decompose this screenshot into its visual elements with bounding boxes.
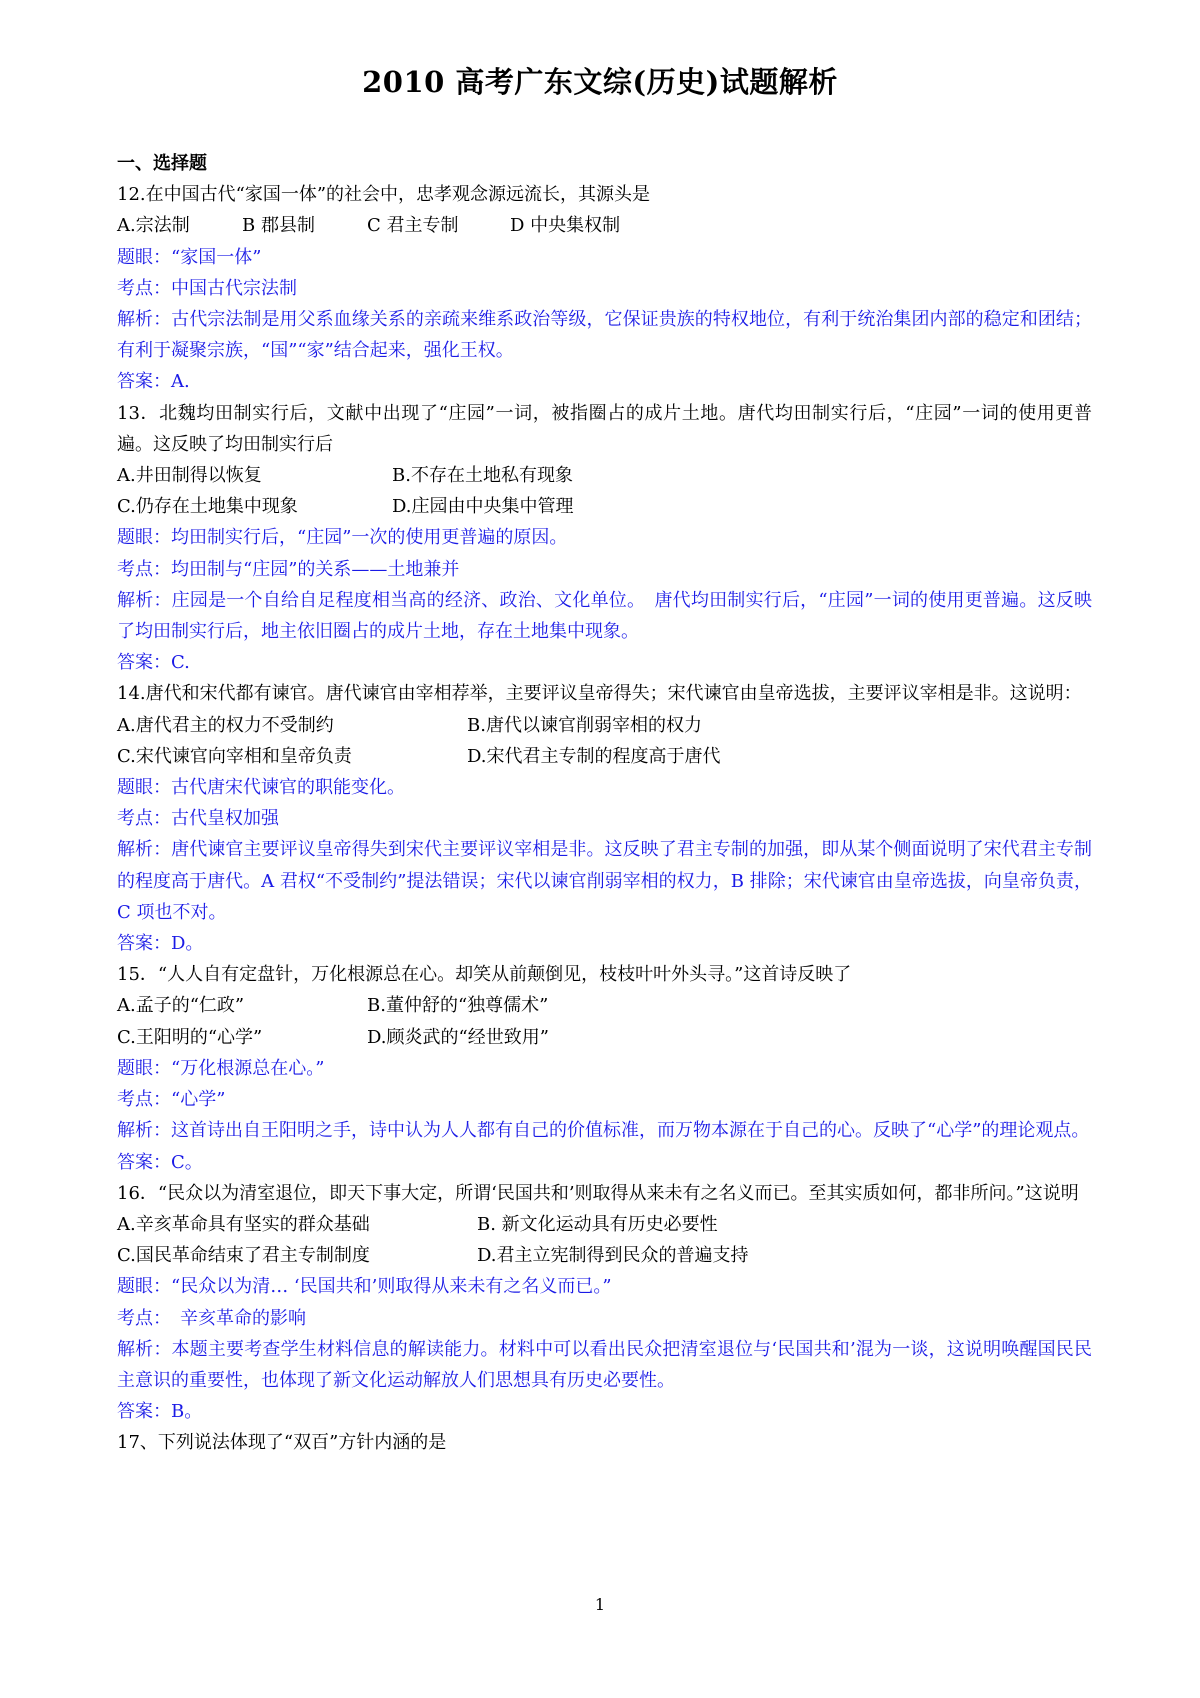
options-row (117, 491, 1092, 522)
question-17 (117, 1427, 1092, 1458)
jiexi-text: 解析：唐代谏官主要评议皇帝得失到宋代主要评议宰相是非。这反映了君主专制的加强，即从某个侧面说明了宋代君主专制的程度高于唐代。A 君权“不受制约”提法错误；宋代以谏官削弱宰相的权力，B 排除；宋代谏官由皇帝选拔，向皇帝负责，C 项也不对。 (117, 839, 1092, 923)
jiexi-text: 解析：古代宗法制是用父系血缘关系的亲疏来维系政治等级，它保证贵族的特权地位，有利于统治集团内部的稳定和团结；有利于凝聚宗族，“国”“家”结合起来，强化王权。 (117, 309, 1092, 362)
tiyan-label: 题眼：“家国一体” (117, 246, 262, 268)
option-c: C.国民革命结束了君主专制制度 (117, 1245, 370, 1267)
option-d: D.宋代君主专制的程度高于唐代 (467, 745, 721, 767)
question-stem: 12.在中国古代“家国一体”的社会中，忠孝观念源远流长，其源头是 (117, 184, 651, 206)
options-row (117, 210, 1092, 241)
option-c: C.仍存在土地集中现象 (117, 496, 298, 518)
option-d: D.庄园由中央集中管理 (392, 496, 574, 518)
question-stem: 16．“民众以为清室退位，即天下事大定，所谓‘民国共和’则取得从来未有之名义而已。至其实质如何，都非所问。”这说明 (117, 1182, 1079, 1204)
question-stem: 14.唐代和宋代都有谏官。唐代谏官由宰相荐举，主要评议皇帝得失；宋代谏官由皇帝选拔，主要评议宰相是非。这说明： (117, 683, 1082, 705)
answer-text: 答案：B。 (117, 1401, 203, 1423)
option-a: A.辛亥革命具有坚实的群众基础 (117, 1213, 370, 1235)
option-b: B.董仲舒的“独尊儒术” (367, 995, 549, 1017)
answer-text: 答案：C。 (117, 1151, 203, 1173)
document-body (117, 148, 1092, 1459)
option-c: C 君主专制 (367, 215, 459, 237)
options-row (117, 990, 1092, 1021)
options-row (117, 1240, 1092, 1271)
answer-text: 答案：C. (117, 652, 190, 674)
question-15 (117, 959, 1092, 1177)
option-b: B. 新文化运动具有历史必要性 (477, 1213, 718, 1235)
options-row (117, 741, 1092, 772)
option-b: B.不存在土地私有现象 (392, 465, 573, 487)
option-d: D 中央集权制 (510, 215, 621, 237)
kaodian-label: 考点： 辛亥革命的影响 (117, 1307, 306, 1329)
kaodian-label: 考点：中国古代宗法制 (117, 277, 297, 299)
tiyan-label: 题眼：“民众以为清… ‘民国共和’则取得从来未有之名义而已。” (117, 1276, 612, 1298)
options-row (117, 1209, 1092, 1240)
options-row (117, 710, 1092, 741)
option-d: D.君主立宪制得到民众的普遍支持 (477, 1245, 749, 1267)
option-a: A.宗法制 (117, 215, 190, 237)
page-number: 1 (594, 1595, 606, 1614)
option-b: B 郡县制 (242, 215, 315, 237)
tiyan-label: 题眼：均田制实行后，“庄园”一次的使用更普遍的原因。 (117, 527, 568, 549)
kaodian-label: 考点：“心学” (117, 1089, 226, 1111)
question-14 (117, 678, 1092, 959)
answer-text: 答案：A. (117, 371, 190, 393)
tiyan-label: 题眼：“万化根源总在心。” (117, 1057, 325, 1079)
question-16 (117, 1178, 1092, 1428)
kaodian-label: 考点：均田制与“庄园”的关系——土地兼并 (117, 558, 460, 580)
jiexi-text: 解析：本题主要考查学生材料信息的解读能力。材料中可以看出民众把清室退位与‘民国共和’混为一谈，这说明唤醒国民民主意识的重要性，也体现了新文化运动解放人们思想具有历史必要性。 (117, 1338, 1092, 1391)
kaodian-label: 考点：古代皇权加强 (117, 808, 279, 830)
option-a: A.唐代君主的权力不受制约 (117, 714, 334, 736)
question-stem: 17、下列说法体现了“双百”方针内涵的是 (117, 1432, 447, 1454)
answer-text: 答案：D。 (117, 933, 204, 955)
question-12 (117, 179, 1092, 397)
option-a: A.孟子的“仁政” (117, 995, 245, 1017)
question-stem: 15．“人人自有定盘针，万化根源总在心。却笑从前颠倒见，枝枝叶叶外头寻。”这首诗反映了 (117, 964, 852, 986)
option-c: C.宋代谏官向宰相和皇帝负责 (117, 745, 352, 767)
section-heading: 一、选择题 (117, 153, 207, 174)
options-row (117, 460, 1092, 491)
jiexi-text: 解析：庄园是一个自给自足程度相当高的经济、政治、文化单位。 唐代均田制实行后，“庄园”一词的使用更普遍。这反映了均田制实行后，地主依旧圈占的成片土地，存在土地集中现象。 (117, 589, 1092, 643)
question-stem: 13．北魏均田制实行后，文献中出现了“庄园”一词，被指圈占的成片土地。唐代均田制实行后，“庄园”一词的使用更普遍。这反映了均田制实行后 (117, 402, 1092, 455)
option-a: A.井田制得以恢复 (117, 465, 262, 487)
option-c: C.王阳明的“心学” (117, 1026, 263, 1048)
options-row (117, 1022, 1092, 1053)
page-title: 2010 高考广东文综(历史)试题解析 (362, 65, 838, 99)
option-b: B.唐代以谏官削弱宰相的权力 (467, 714, 702, 736)
option-d: D.顾炎武的“经世致用” (367, 1026, 549, 1048)
tiyan-label: 题眼：古代唐宋代谏官的职能变化。 (117, 777, 405, 799)
question-13 (117, 398, 1092, 679)
jiexi-text: 解析：这首诗出自王阳明之手，诗中认为人人都有自己的价值标准，而万物本源在于自己的心。反映了“心学”的理论观点。 (117, 1120, 1090, 1142)
